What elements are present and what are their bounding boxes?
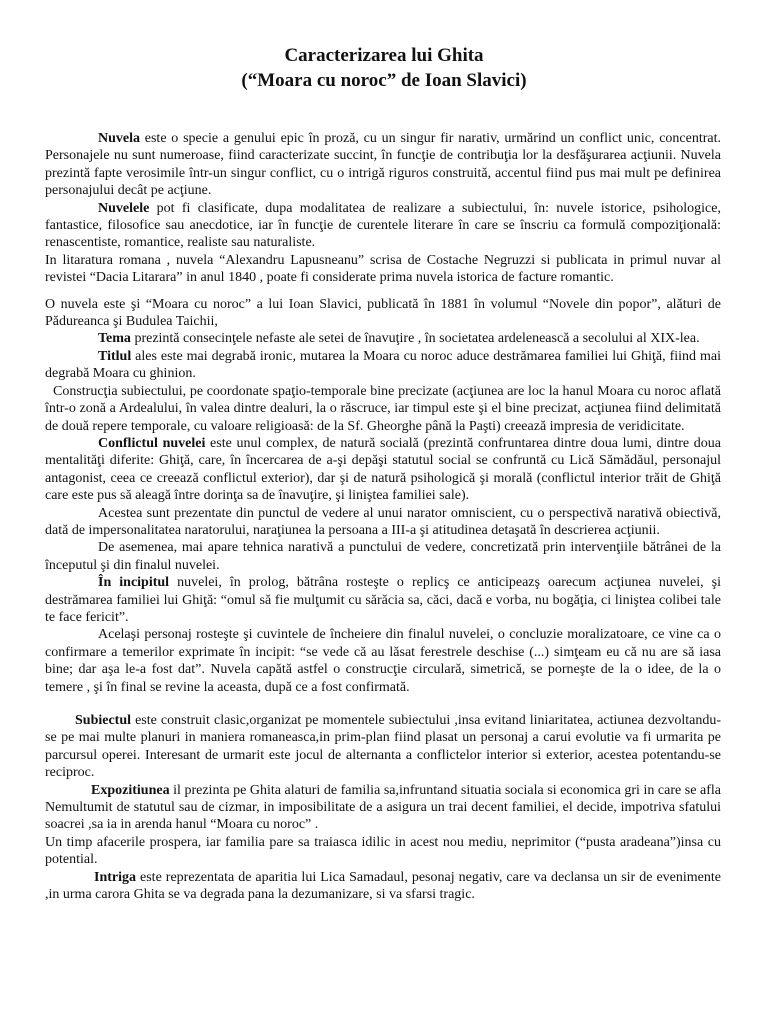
- title-line-2: (“Moara cu noroc” de Ioan Slavici): [241, 70, 527, 91]
- paragraph-intriga: [45, 869, 721, 904]
- paragraph-afacerile: Un timp afacerile prospera, iar familia pare sa traiasca idilic in acest nou mediu, neprimitor (“pusta aradeana”)insa cu potential.: [45, 834, 721, 868]
- paragraph-text: ales este mai degrabă ironic, mutarea la Moara cu noroc aduce destrămarea familiei lui Ghiţă, fiind mai degrabă Moara cu ghinion.: [45, 348, 721, 382]
- paragraph-text: il prezinta pe Ghita alaturi de familia sa,infruntand situatia sociala si economica gri in care se afla Nemultumit de statutul sau de cizmar, in imposibilitate de a asigura un trai decent familiei, el decide, impotriva sfatului soacrei ,sa ia in arenda hanul “Moara cu noroc” .: [45, 782, 721, 833]
- term-titlul: Titlul: [98, 348, 132, 364]
- term-subiectul: Subiectul: [75, 713, 132, 728]
- paragraph-tema: [45, 330, 721, 347]
- term-incipit: În incipitul: [98, 575, 170, 591]
- paragraph-conflictul: [45, 435, 721, 505]
- term-intriga: Intriga: [94, 869, 136, 885]
- term-nuvelele: Nuvelele: [98, 200, 150, 216]
- paragraph-titlul: [45, 348, 721, 383]
- paragraph-nuvela: [45, 130, 721, 200]
- document-title: [0, 43, 768, 93]
- paragraph-text: este reprezentata de aparitia lui Lica Samadaul, pesonaj negativ, care va declansa un sir de evenimente ,in urma carora Ghita se va degrada pana la dezumanizare, si va sfarsi tragic.: [45, 869, 721, 903]
- paragraph-text: este unul complex, de natură socială (prezintă confruntarea dintre doua lumi, dintre doua mentalităţi diferite: Ghiţă, care, în încercarea de a-şi depăşi statutul social se confruntă cu Lică Sămădăul, personajul antagonist, ceea ce creează conflictul exterior), dar şi de natură psihologică şi morală (conflictul interior trăit de Ghiţă care este pus să aleagă între dorinţa sa de înavuţire, şi liniştea familiei sale).: [45, 435, 722, 504]
- term-nuvela: Nuvela: [98, 131, 140, 146]
- term-expozitiunea: Expozitiunea: [91, 782, 170, 798]
- paragraph-constructia: Construcţia subiectului, pe coordonate spaţio-temporale bine precizate (acţiunea are loc la hanul Moara cu noroc aflată într-o zonă a Ardealului, în valea dintre dealuri, la o răscruce, iar timpul este şi el bine precizat, acţiunea fiind delimitată de două repere temporale, cu valoare religioasă: de la Sf. Gheorghe până la Paşti) creează impresia de veridicitate.: [45, 383, 721, 434]
- title-line-1: Caracterizarea lui Ghita: [284, 45, 484, 66]
- paragraph-tehnica: De asemenea, mai apare tehnica narativă a punctului de vedere, concretizată prin intervenţiile bătrânei de la începutul şi din finalul nuvelei.: [45, 540, 721, 573]
- term-conflictul: Conflictul nuvelei: [98, 435, 206, 451]
- paragraph-incipit: [45, 574, 721, 626]
- paragraph-text: este construit clasic,organizat pe momentele subiectului ,insa evitand liniaritatea, actiunea dezvoltandu-se pe mai multe planuri in maniera romaneasca,in prim-plan fiind plasat un personaj a carui evolutie va fi urmarita pe parcursul operei. Interesant de urmarit este jocul de alternanta a conflictelor interior si exterior, acestea potentandu-se reciproc.: [45, 713, 721, 781]
- paragraph-text: este o specie a genului epic în proză, cu un singur fir narativ, urmărind un conflict unic, concentrat. Personajele nu sunt numeroase, fiind caracterizate succint, în funcţie de contribuţia lor la desfăşurarea acţiunii. Nuvela prezintă fapte verosimile într-un singur conflict, cu o intrigă riguros construită, accentul fiind pus mai mult pe definirea personajului decât pe acţiune.: [45, 131, 721, 199]
- paragraph-subiectul: [45, 712, 721, 782]
- document-body: [45, 130, 721, 903]
- paragraph-final: Acelaşi personaj rosteşte şi cuvintele de încheiere din finalul nuvelei, o concluzie moralizatoare, ce vine ca o confirmare a temerilor exprimate în incipit: “se vede că au lăsat ferestrele deschise (...) simţeam eu că nu are să iasa bine; dar aşa le-a fost dat”. Nuvela capătă astfel o construcţie circulară, simetrică, se porneşte de la o idee, de la o temere , şi în final se revine la aceasta, după ce a fost confirmată.: [45, 627, 721, 695]
- paragraph-literatura: In litaratura romana , nuvela “Alexandru Lapusneanu” scrisa de Costache Negruzzi si publicata in primul nuvar al revistei “Dacia Litarara” in anul 1840 , poate fi considerate prima nuvela istorica de facture romantic.: [45, 252, 721, 286]
- paragraph-text: prezintă consecinţele nefaste ale setei de înavuţire , în societatea ardelenească a secolului al XIX-lea.: [130, 331, 700, 347]
- paragraph-moara: O nuvela este şi “Moara cu noroc” a lui Ioan Slavici, publicată în 1881 în volumul “Novele din popor”, alături de Pădureanca şi Budulea Taichii,: [45, 296, 721, 330]
- paragraph-expozitiunea: [45, 782, 721, 834]
- paragraph-text: pot fi clasificate, dupa modalitatea de realizare a subiectului, în: nuvele istorice, psihologice, fantastice, filosofice sau anecdotice, iar în funcţie de curentele literare în care se înscriu ca formulă compoziţională: renascentiste, romantice, realiste sau naturaliste.: [45, 200, 721, 251]
- paragraph-nuvelele: [45, 200, 721, 252]
- paragraph-text: nuvelei, în prolog, bătrâna rosteşte o replicş ce anticipeazş oarecum acţiunea nuvelei, şi destrămarea familiei lui Ghiţă: “omul să fie mulţumit cu sărăcia sa, căci, dacă e vorba, nu bogăţia, ci liniştea colibei tale te face fericit”.: [45, 575, 721, 625]
- paragraph-narator: Acestea sunt prezentate din punctul de vedere al unui narator omniscient, cu o perspectivă narativă obiectivă, dată de impersonalitatea naratorului, naraţiunea la persoana a III-a şi atitudinea detaşată în descrierea acţiunii.: [45, 505, 721, 538]
- term-tema: Tema: [98, 331, 131, 347]
